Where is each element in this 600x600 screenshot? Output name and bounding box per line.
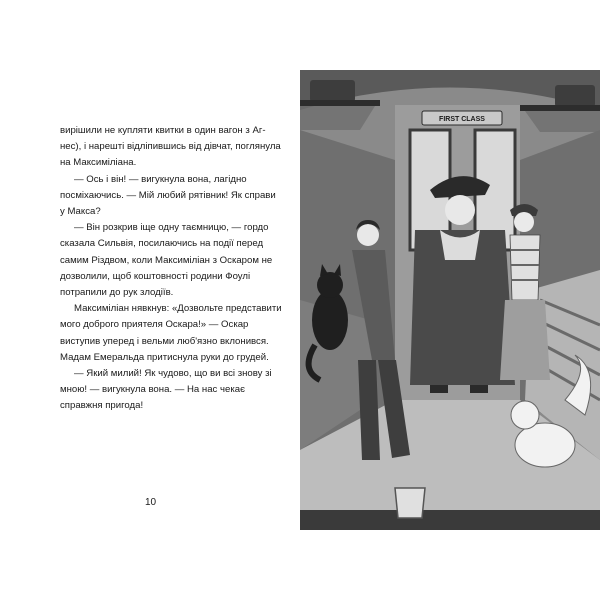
paragraph-2: — Ось і він! — вигукнула вона, лагідно посміхаючись. — Мій любий рятівник! Як справи у Макса?: [60, 173, 276, 218]
page-text: [60, 123, 282, 415]
paragraph-1: [60, 123, 282, 172]
text-line: нес), і нарешті відліпившись від дівчат, поглянула на Максиміліана.: [60, 141, 281, 169]
first-class-sign: [422, 111, 502, 125]
paragraph-3: — Він розкрив іще одну таємницю, — гордо сказала Сильвія, посилаючись на події перед самим Різдвом, коли Максиміліан з Оскаром не дозволили, щоб коштовності родини Фоулі потрапили до рук злодіїв.: [60, 222, 273, 299]
sign-text: FIRST CLASS: [439, 116, 485, 123]
text-line: вирішили не купляти квитки в один вагон з Аг-: [60, 125, 266, 136]
train-compartment-illustration: [300, 70, 600, 530]
paragraph-4: Максиміліан нявкнув: «Дозвольте представити мого доброго приятеля Оскара!» — Оскар виступив уперед і вельми люб'язно вклонився. Мадам Емеральда притиснула руки до грудей.: [60, 303, 282, 363]
glass-cup: [395, 488, 425, 518]
page-number: 10: [145, 497, 157, 508]
paragraph-5: — Який милий! Як чудово, що ви всі знову зі мною! — вигукнула вона. — На нас чекає справжня пригода!: [60, 368, 272, 412]
